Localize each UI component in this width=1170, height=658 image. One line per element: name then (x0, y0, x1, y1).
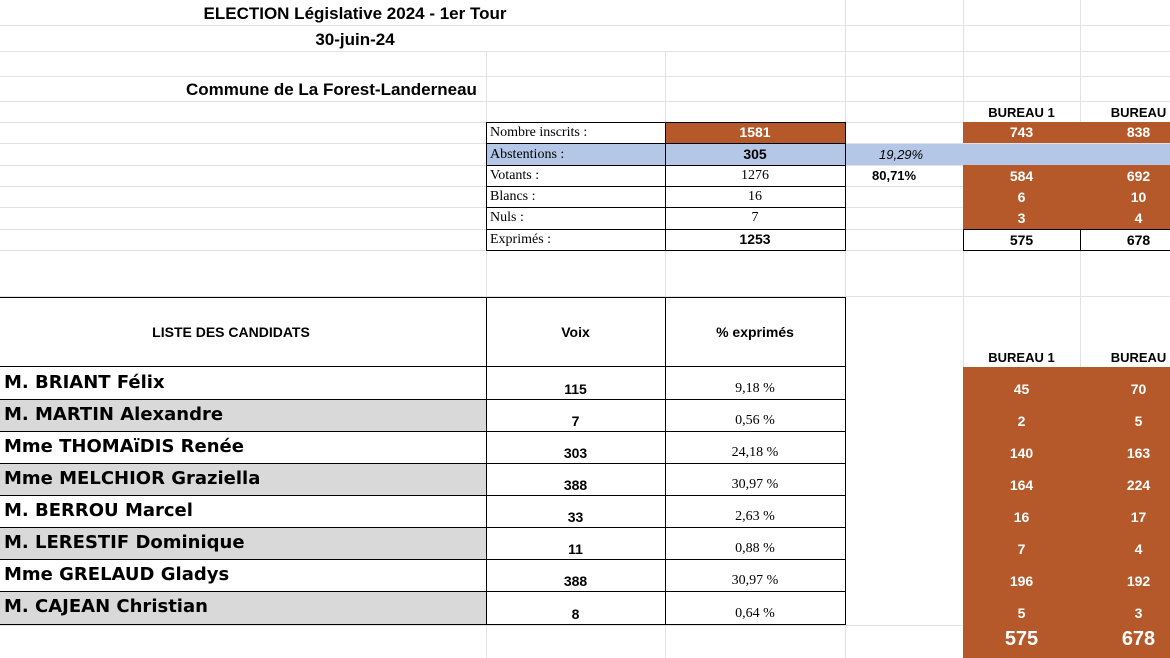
value-exprimes: 1253 (739, 231, 771, 247)
b1-votants: 584 (1009, 168, 1034, 184)
candidate-pct: 2,63 % (735, 509, 775, 524)
bureau-1-header: BUREAU 1 (988, 105, 1055, 120)
col-header-candidates: LISTE DES CANDIDATS (152, 324, 310, 340)
candidate-votes: 8 (571, 606, 580, 622)
commune-name: Commune de La Forest-Landerneau (186, 80, 477, 99)
sheet-title: ELECTION Législative 2024 - 1er Tour (203, 4, 507, 23)
candidate-name: Mme GRELAUD Gladys (4, 564, 230, 585)
candidate-votes: 303 (563, 445, 588, 461)
candidate-b1: 5 (1017, 605, 1026, 621)
candidate-pct: 0,56 % (735, 413, 775, 428)
candidate-b2: 4 (1134, 541, 1143, 557)
col-header-pct: % exprimés (716, 324, 794, 340)
bureau-2-header-2: BUREAU (1110, 350, 1167, 365)
candidate-name: M. BRIANT Félix (4, 372, 165, 393)
value-votants: 1276 (741, 168, 769, 183)
label-exprimes: Exprimés : (490, 232, 552, 247)
candidate-pct: 24,18 % (731, 445, 779, 460)
value-nuls: 7 (751, 210, 759, 225)
b2-blancs: 10 (1130, 189, 1147, 205)
candidate-votes: 115 (564, 381, 587, 397)
b1-inscrits: 743 (1009, 124, 1034, 140)
candidate-votes: 11 (568, 541, 583, 557)
candidate-name: Mme THOMAïDIS Renée (4, 436, 244, 457)
candidate-name: M. BERROU Marcel (4, 500, 193, 521)
b1-exprimes: 575 (1009, 232, 1034, 248)
pct-abstentions: 19,29% (879, 147, 924, 162)
candidate-b1: 164 (1009, 477, 1034, 493)
candidate-name: M. MARTIN Alexandre (4, 404, 224, 425)
b2-exprimes: 678 (1126, 232, 1151, 248)
candidate-name: Mme MELCHIOR Graziella (4, 468, 261, 489)
candidate-votes: 33 (567, 509, 584, 525)
candidate-b2: 3 (1134, 605, 1143, 621)
value-blancs: 16 (748, 189, 762, 204)
candidate-b2: 17 (1130, 509, 1147, 525)
b2-inscrits: 838 (1126, 124, 1151, 140)
candidate-pct: 30,97 % (731, 477, 779, 492)
candidate-votes: 388 (563, 573, 588, 589)
bureau-2-header: BUREAU (1110, 105, 1167, 120)
label-abstentions: Abstentions : (490, 147, 565, 162)
candidate-b2: 5 (1134, 413, 1143, 429)
b1-nuls: 3 (1017, 210, 1026, 226)
candidate-pct: 0,64 % (735, 606, 775, 621)
candidate-name: M. CAJEAN Christian (4, 596, 208, 617)
candidate-b1: 196 (1009, 573, 1034, 589)
candidate-name: M. LERESTIF Dominique (4, 532, 245, 553)
pct-votants: 80,71% (872, 168, 917, 183)
b2-nuls: 4 (1134, 210, 1143, 226)
candidate-pct: 30,97 % (731, 573, 779, 588)
candidate-b1: 16 (1013, 509, 1030, 525)
candidate-b2: 224 (1126, 477, 1151, 493)
label-inscrits: Nombre inscrits : (490, 125, 588, 140)
total-b2: 678 (1121, 628, 1156, 650)
candidate-b1: 45 (1013, 381, 1030, 397)
candidate-b1: 2 (1017, 413, 1026, 429)
total-b1: 575 (1004, 628, 1039, 650)
b1-blancs: 6 (1017, 189, 1026, 205)
candidate-pct: 0,88 % (735, 541, 775, 556)
election-date: 30-juin-24 (315, 30, 395, 49)
value-abstentions: 305 (743, 146, 767, 162)
candidate-b2: 163 (1126, 445, 1151, 461)
col-header-votes: Voix (561, 324, 590, 340)
candidate-pct: 9,18 % (735, 381, 775, 396)
candidate-votes: 7 (571, 413, 580, 429)
label-votants: Votants : (490, 168, 540, 183)
b2-votants: 692 (1126, 168, 1151, 184)
candidate-b1: 140 (1009, 445, 1034, 461)
value-inscrits: 1581 (739, 124, 771, 140)
candidate-b1: 7 (1017, 541, 1026, 557)
candidate-b2: 70 (1130, 381, 1147, 397)
label-blancs: Blancs : (490, 189, 536, 204)
candidate-votes: 388 (563, 477, 588, 493)
candidate-b2: 192 (1126, 573, 1151, 589)
label-nuls: Nuls : (490, 210, 524, 225)
bureau-1-header-2: BUREAU 1 (988, 350, 1055, 365)
